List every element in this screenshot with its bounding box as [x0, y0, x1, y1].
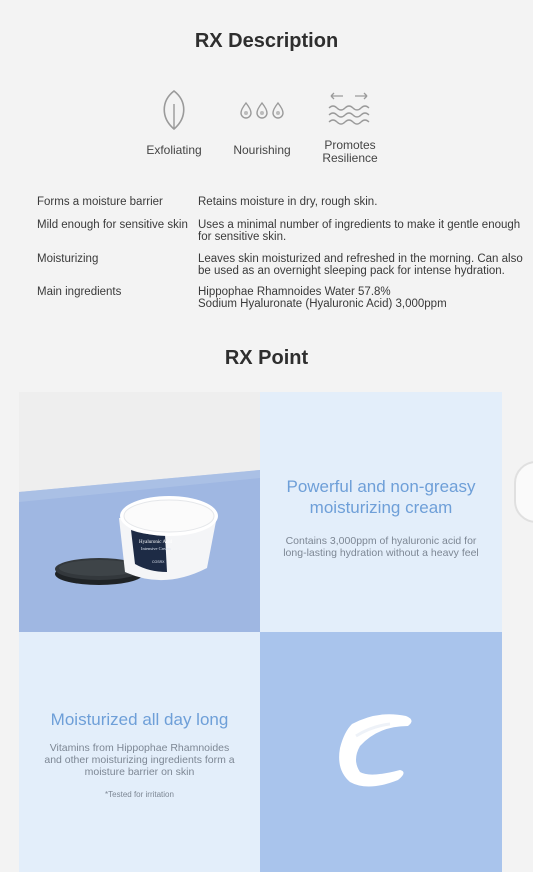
rx-description-title: RX Description	[194, 30, 339, 52]
row-key: Forms a moisture barrier	[37, 196, 163, 208]
row-value: Leaves skin moisturized and refreshed in the morning. Can also be used as an overnight sleeping pack for intense hydration.	[198, 253, 523, 277]
scroll-nav-button[interactable]	[514, 461, 533, 523]
row-value: Uses a minimal number of ingredients to make it gentle enough for sensitive skin.	[198, 219, 521, 243]
irritation-footnote: *Tested for irritation	[105, 790, 174, 799]
cream-jar-image	[19, 392, 260, 632]
product-photo-tile	[19, 392, 260, 632]
powerful-moisturizing-tile	[260, 392, 502, 632]
moisturized-all-day-tile	[19, 632, 260, 872]
row-key: Moisturizing	[37, 253, 99, 265]
cream-swatch-image	[260, 632, 502, 872]
powerful-body: Contains 3,000ppm of hyaluronic acid for long-lasting hydration without a heavy feel	[283, 535, 479, 559]
allday-body: Vitamins from Hippophae Rhamnoides and other moisturizing ingredients form a moisture barrier on skin	[44, 742, 235, 778]
benefit-label: Exfoliating	[146, 143, 202, 157]
waves-arrows-icon	[325, 88, 375, 132]
row-value: Hippophae Rhamnoides Water 57.8% Sodium Hyaluronate (Hyaluronic Acid) 3,000ppm	[198, 286, 447, 310]
jar-label-line1: Hyaluronic Acid	[139, 540, 173, 545]
benefit-label: Nourishing	[233, 143, 291, 157]
row-key: Main ingredients	[37, 286, 122, 298]
jar-label-line2: Intensive Cream	[141, 546, 171, 551]
cream-swatch-tile	[260, 632, 502, 872]
rx-point-title: RX Point	[224, 347, 309, 369]
droplets-icon	[236, 88, 288, 132]
benefit-resilience	[314, 88, 386, 165]
powerful-heading: Powerful and non-greasy moisturizing cream	[286, 477, 476, 517]
row-key: Mild enough for sensitive skin	[37, 219, 188, 231]
benefit-nourishing	[226, 88, 298, 157]
benefit-label: Promotes Resilience	[322, 138, 378, 165]
leaf-icon	[157, 88, 191, 132]
jar-brand: COSRX	[152, 560, 165, 564]
benefit-exfoliating	[140, 88, 208, 157]
row-value: Retains moisture in dry, rough skin.	[198, 196, 378, 208]
allday-heading: Moisturized all day long	[50, 710, 229, 729]
